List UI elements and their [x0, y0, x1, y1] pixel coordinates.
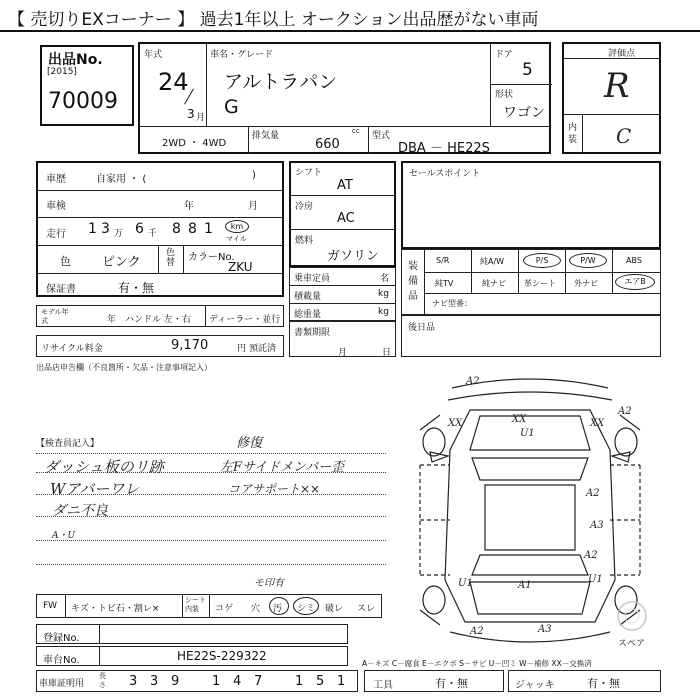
door-label: ドア	[495, 50, 513, 60]
history-box	[36, 161, 284, 297]
capacity-label: 乗車定員	[294, 274, 331, 284]
cert-label: 車庫証明用	[39, 679, 85, 689]
seat-item: 汚	[273, 604, 283, 614]
equip-ext-navi: 外ナビ	[574, 279, 598, 288]
inspection-label: 車検	[46, 201, 66, 212]
inspection-year-unit: 年	[184, 201, 194, 212]
door-value: 5	[522, 60, 533, 80]
equip-navi: 純ナビ	[482, 279, 506, 288]
damage-mark: A2	[586, 488, 600, 499]
model-label: 型式	[372, 131, 391, 141]
mileage-unit-km: km	[230, 222, 244, 231]
name-label: 車名・グレード	[210, 50, 274, 60]
model-year-row	[36, 305, 284, 327]
repair-line: 左Fサイドメンバー歪	[220, 460, 345, 475]
shape-value: ワゴン	[503, 105, 545, 121]
vehicle-box	[138, 42, 551, 154]
usage-close: )	[252, 170, 256, 181]
car-name: アルトラパン	[224, 71, 338, 93]
inspector-line: Wアバーワレ	[50, 480, 140, 498]
cert-digit: 3	[129, 674, 138, 689]
spare-label: スペア	[618, 639, 646, 649]
grade-label: 評価点	[608, 49, 636, 59]
inspector-line: A・U	[52, 531, 76, 541]
equip-aw: 純A/W	[480, 257, 505, 266]
usage-label: 車歴	[46, 174, 66, 185]
km-circle	[225, 220, 249, 233]
seat-item: シミ	[297, 604, 316, 614]
tools-label: 工具	[373, 680, 393, 691]
recycle-label: リサイクル料金	[41, 344, 103, 354]
tools-value: 有・無	[435, 677, 468, 690]
interior-label: 内装	[568, 123, 578, 145]
seat-item: コゲ	[215, 604, 234, 614]
color-no-label: カラーNo.	[188, 252, 235, 263]
mileage-unit-man: 万	[114, 229, 124, 239]
banner	[0, 0, 700, 32]
cert-digit: 1	[295, 674, 304, 689]
damage-mark: A3	[590, 520, 604, 531]
damage-mark: U1	[588, 574, 603, 585]
cert-digit: 9	[171, 674, 180, 689]
drive-label: 2WD ・ 4WD	[162, 138, 227, 149]
reg-label: 登録No.	[43, 633, 80, 644]
displacement-value: 660	[315, 137, 340, 152]
seller-notes-label: 出品店申告欄（不良箇所・欠品・注意事項記入）	[36, 363, 212, 372]
damage-mark: XX	[590, 418, 605, 429]
shift-label: シフト	[295, 168, 323, 178]
ac-label: 冷房	[295, 202, 314, 212]
month-value: 3	[187, 107, 195, 121]
ac-value: AC	[337, 211, 355, 226]
capacity-unit: 名	[380, 274, 390, 284]
shift-value: AT	[337, 178, 353, 193]
doc-box	[289, 321, 396, 357]
cert-digit: 4	[233, 674, 242, 689]
handle-label: ハンドル 左・右	[125, 315, 191, 325]
equip-ps-circle	[523, 253, 561, 268]
equip-airbag: エアB	[624, 277, 646, 286]
inspection-month-unit: 月	[248, 201, 258, 212]
chassis-row	[36, 646, 348, 666]
sales-point-box	[401, 161, 661, 249]
car-grade: G	[224, 96, 239, 118]
grade-box	[562, 42, 661, 154]
usage-value: 自家用 ・ (	[96, 174, 147, 185]
color-change-label: 色替	[166, 248, 176, 268]
model-year-label: モデル年式	[41, 308, 69, 325]
sales-point-label: セールスポイント	[409, 169, 481, 179]
damage-legend: A－キズ C－腐食 E－エクボ S－サビ U－凹ミ W－補修 XX－交換済	[362, 659, 592, 668]
inspector-note: モ印有	[254, 578, 284, 589]
color-value: ピンク	[102, 255, 141, 270]
mileage-digit: 3	[101, 221, 110, 237]
car-diagram	[400, 370, 660, 655]
damage-mark: A2	[618, 406, 632, 417]
load-unit: kg	[378, 289, 389, 299]
displacement-label: 排気量	[252, 131, 280, 141]
floor-row	[36, 594, 382, 618]
inspector-line: ダッシュ板のリ跡	[44, 458, 164, 476]
damage-mark: A1	[518, 580, 532, 591]
later-box	[401, 315, 661, 357]
recycle-row	[36, 335, 284, 357]
equip-pw: P/W	[580, 256, 596, 265]
color-label: 色	[60, 255, 71, 268]
warranty-value: 有・無	[118, 281, 155, 295]
mileage-unit-mile: マイル	[226, 235, 247, 243]
weight-unit: kg	[378, 307, 389, 317]
equip-pw-circle	[569, 253, 607, 268]
doc-unit: 月	[338, 348, 348, 358]
seat-label: シート内装	[185, 596, 206, 613]
damage-mark: A2	[584, 550, 598, 561]
model-value: DBA － HE22S	[398, 141, 490, 156]
later-label: 後日品	[408, 323, 436, 333]
damage-mark: U1	[520, 428, 535, 439]
mileage-digit: 8	[188, 221, 197, 237]
grade-score: R	[604, 66, 630, 106]
damage-mark: XX	[512, 414, 527, 425]
year-label: 年式	[144, 50, 163, 60]
cert-digit: 7	[254, 674, 263, 689]
cert-long-label: 長さ	[99, 672, 106, 689]
weight-label: 総重量	[294, 310, 322, 320]
jack-value: 有・無	[587, 677, 620, 690]
equip-leather: 革シート	[524, 279, 556, 288]
navi-model-label: ナビ型番：	[432, 299, 472, 308]
lot-year-tag: [2015]	[47, 67, 77, 77]
damage-mark: A2	[470, 626, 484, 637]
doc-day: 日	[382, 348, 392, 358]
cert-digit: 1	[337, 674, 346, 689]
cert-digit: 1	[212, 674, 221, 689]
seat-item: 破レ	[325, 604, 344, 614]
damage-mark: XX	[448, 418, 463, 429]
shape-label: 形状	[495, 90, 514, 100]
lot-number: 70009	[48, 89, 118, 114]
equip-tv: 純TV	[435, 279, 454, 288]
displacement-unit: cc	[352, 127, 360, 135]
damage-mark: U1	[458, 578, 473, 589]
fuel-value: ガソリン	[327, 249, 380, 264]
cert-digit: 3	[150, 674, 159, 689]
seat-item: スレ	[357, 604, 376, 614]
dealer-label: ディーラー・並行	[209, 315, 281, 325]
chassis-value: HE22S-229322	[177, 649, 267, 663]
year-value: 24	[158, 68, 189, 96]
warranty-label: 保証書	[46, 284, 76, 295]
fuel-label: 燃料	[295, 236, 314, 246]
mileage-unit-sen: 千	[148, 229, 158, 239]
equip-airbag-circle	[615, 274, 655, 290]
model-year-unit: 年	[107, 315, 117, 325]
seat-item: 穴	[251, 604, 261, 614]
mileage-digit: 8	[172, 221, 181, 237]
recycle-value: 9,170	[171, 338, 209, 353]
interior-value: C	[616, 124, 632, 148]
recycle-status: 預託済	[249, 344, 277, 354]
equip-ps: P/S	[535, 256, 549, 265]
mileage-digit: 1	[204, 221, 213, 237]
equipment-box	[401, 249, 661, 315]
doc-label: 書類期限	[294, 328, 331, 338]
mileage-label: 走行	[46, 229, 66, 240]
mileage-digit: 1	[88, 221, 97, 237]
banner-text: 【 売切りEXコーナー 】 過去1年以上 オークション出品歴がない車両	[8, 10, 539, 30]
repair-label: 修復	[236, 436, 263, 451]
mileage-digit: 6	[135, 221, 144, 237]
lot-box	[40, 45, 134, 126]
recycle-unit: 円	[237, 344, 247, 354]
damage-mark: A3	[538, 624, 552, 635]
equip-abs: ABS	[626, 256, 642, 265]
color-no-value: ZKU	[228, 260, 253, 274]
damage-mark: A2	[466, 376, 480, 387]
floor-items: キズ・トビ石・割レ×	[71, 604, 160, 614]
load-label: 積載量	[294, 292, 322, 302]
inspector-label: 【検査員記入】	[36, 439, 100, 449]
tools-box	[364, 670, 504, 692]
floor-label: FW	[43, 601, 58, 611]
cert-digit: 5	[316, 674, 325, 689]
repair-line: コアサポート××	[228, 482, 321, 496]
cert-row	[36, 670, 358, 692]
lot-label: 出品No.	[48, 52, 103, 68]
equipment-label: 装備品	[408, 261, 418, 302]
registration-row	[36, 624, 348, 644]
capacity-box	[289, 267, 396, 321]
inspector-line: ダニ不良	[52, 503, 108, 519]
month-unit: 月	[196, 113, 206, 123]
jack-box	[508, 670, 661, 692]
mechanical-box	[289, 161, 396, 267]
equip-sr: S/R	[436, 256, 450, 265]
jack-label: ジャッキ	[515, 680, 555, 691]
chassis-label: 車台No.	[43, 655, 80, 666]
